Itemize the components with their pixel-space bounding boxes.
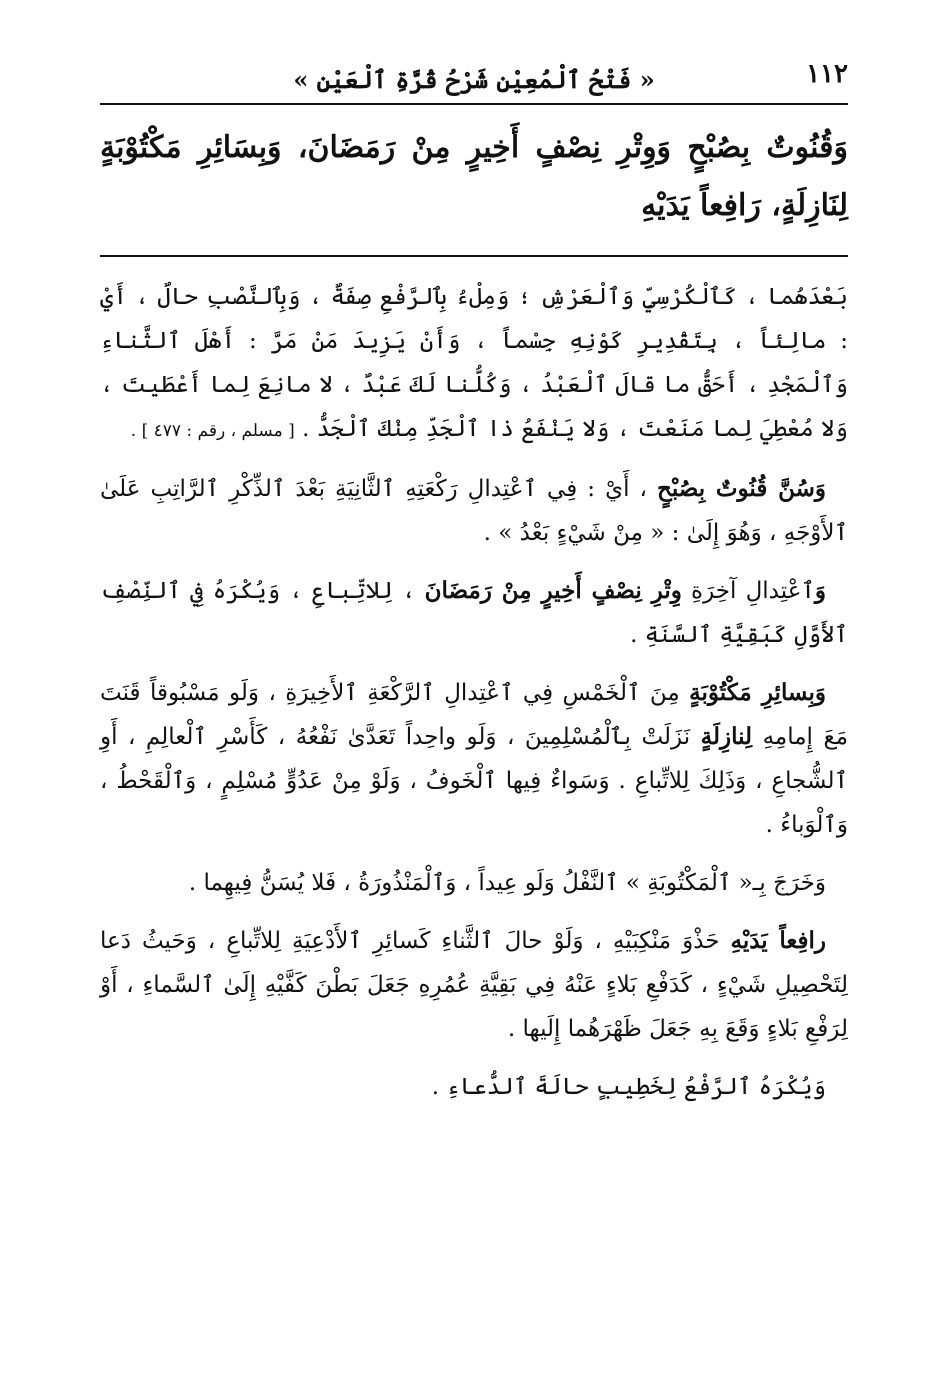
paragraph-7: [100, 1065, 848, 1109]
page-number: ١١٢: [806, 59, 848, 89]
page-header: [100, 55, 848, 105]
paragraph-4-lead-2: لِنازِلَةٍ: [700, 723, 753, 750]
paragraph-2: [100, 467, 848, 555]
paragraph-1-text: بَعْدَهُما ، كَٱلْكُرْسِيِّ وَٱلْعَرْشِ ؛ وَمِلْءُ بِٱلرَّفْعِ صِفَةٌ ، وَبِٱلنَّصْبِ حالٌ ، أَيْ : مالِئاً ، بِتَقْدِيرِ كَوْنِهِ جِسْماً ، وَأَنْ يَزِيدَ مَنْ مَرَّ : أَهْلَ ٱلثَّناءِ وَٱلْمَجْدِ ، أَحَقُّ ما قالَ ٱلْعَبْدُ ، وَكُلُّنا لَكَ عَبْدٌ ، لا مانِعَ لِما أَعْطَيتَ ، وَلا مُعْطِيَ لِما مَنَعْتَ ، وَلا يَنْفَعُ ذا ٱلْجَدِّ مِنْكَ ٱلْجَدُّ .: [100, 284, 848, 442]
running-title: « فَتْحُ ٱلْمُعِيْنِ شَرْحُ قُرَّةِ ٱلْعَيْنِ »: [293, 64, 655, 94]
book-page: [100, 55, 848, 1355]
paragraph-5-text: وَخَرَجَ بِـ« ٱلْمَكْتُوبَةِ » ٱلنَّفْلُ وَلَو عِيداً ، وَٱلْمَنْذُورَةُ ، فَلا يُسَنُّ فِيهِما .: [188, 870, 826, 896]
paragraph-1: [100, 275, 848, 453]
paragraph-3: [100, 569, 848, 657]
paragraph-6-text: حَذْوَ مَنْكِبَيْهِ ، وَلَوْ حالَ ٱلثَّناءِ كَسائِرِ ٱلأَدْعِيَةِ لِلاتِّباعِ ، وَحَيثُ دَعا لِتَحْصِيلِ شَيْءٍ ، كَدَفْعِ بَلاءٍ عَنْهُ فِي بَقِيَّةِ عُمُرِهِ جَعَلَ بَطْنَ كَفَّيْهِ إِلَىٰ ٱلسَّماءِ ، أَوْ لِرَفْعِ بَلاءٍ وَقَعَ بِهِ جَعَلَ ظَهْرَهُما إِلَيها .: [100, 928, 848, 1042]
paragraph-6: [100, 919, 848, 1051]
paragraph-4-lead-1: وَبِسائِرِ مَكْتُوْبَةٍ: [689, 679, 826, 706]
paragraph-5: [100, 861, 848, 905]
paragraph-3-lead-2: وِتْرِ نِصْفٍ أَخِيرٍ مِنْ رَمَضَانَ: [424, 577, 682, 604]
paragraph-4: [100, 671, 848, 847]
paragraph-2-lead: وَسُنَّ قُنُوتٌ بِصُبْحٍ: [657, 475, 827, 502]
paragraph-3-mid: ٱعْتِدالِ آخِرَةِ: [691, 578, 815, 604]
commentary: [100, 275, 848, 1109]
paragraph-7-text: وَيُكْرَهُ ٱلرَّفْعُ لِخَطِيبٍ حالَةَ ٱلدُّعاءِ .: [431, 1074, 826, 1100]
paragraph-3-lead-1: وَ: [814, 577, 827, 604]
paragraph-4-text-1: مِنَ ٱلْخَمْسِ فِي ٱعْتِدالِ ٱلرَّكْعَةِ ٱلأَخِيرَةِ ، وَلَو مَسْبُوقاً قَنَتَ مَعَ إِمامِهِ: [100, 680, 849, 750]
separator-line: [100, 255, 848, 257]
paragraph-3-text: ، لِلاتِّباعِ ، وَيُكْرَهُ فِي ٱلنِّصْفِ ٱلأَوَّلِ كَبَقِيَّةِ ٱلسَّنَةِ .: [100, 578, 848, 648]
paragraph-2-text: ، أَيْ : فِي ٱعْتِدالِ رَكْعَتِهِ ٱلثَّانِيَةِ بَعْدَ ٱلذِّكْرِ ٱلرَّاتِبِ عَلَىٰ ٱلأَوْجَهِ ، وَهُوَ إِلَىٰ : « مِنْ شَيْءٍ بَعْدُ » .: [100, 476, 848, 546]
paragraph-6-lead: رافِعاً يَدَيْهِ: [730, 927, 826, 954]
paragraph-4-text-2: نَزَلَتْ بِٱلْمُسْلِمِينَ ، وَلَو واحِداً تَعَدَّىٰ نَفْعُهُ ، كَأَسْرِ ٱلْعالِمِ ، أَوِ ٱلشُّجاعِ ، وَذَلِكَ لِلاتِّباعِ . وَسَواءٌ فِيها ٱلْخَوفُ ، وَلَوْ مِنْ عَدُوٍّ مُسْلِمٍ ، وَٱلْقَحْطُ ، وَٱلْوَباءُ .: [100, 724, 848, 838]
hadith-reference: [ مسلم ، رقم : ٤٧٧ ] .: [130, 421, 295, 441]
matn-text: وَقُنُوتٌ بِصُبْحٍ وَوِتْرِ نِصْفٍ أَخِيرٍ مِنْ رَمَضَانَ، وَبِسَائِرِ مَكْتُوْبَةٍ لِنَازِلَةٍ، رَافِعاً يَدَيْهِ: [100, 130, 848, 223]
